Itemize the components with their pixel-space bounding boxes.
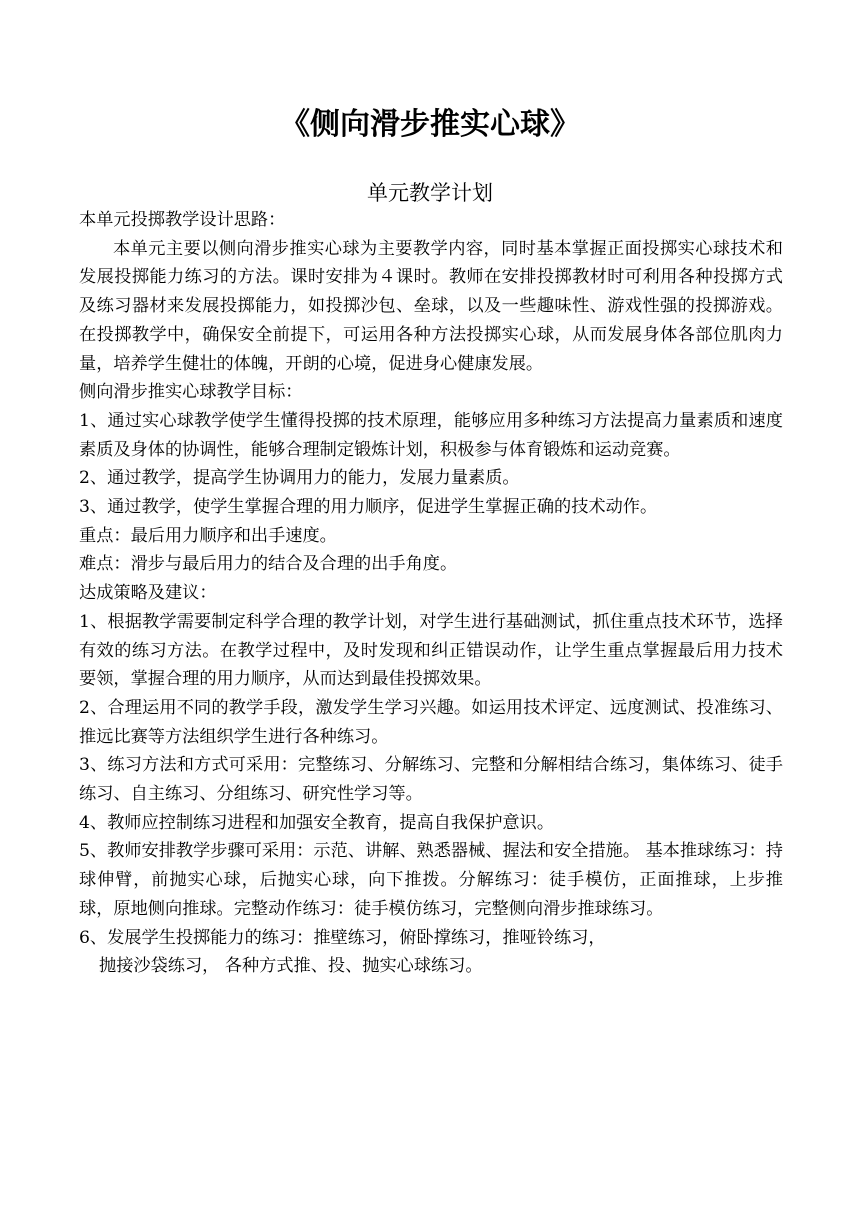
strategy-item-5: 5、教师安排教学步骤可采用：示范、讲解、熟悉器械、握法和安全措施。 基本推球练习：持球伸臂，前抛实心球，后抛实心球，向下推拨。分解练习：徒手模仿，正面推球，上步推球，原地侧向推球。完整动作练习：徒手模仿练习，完整侧向滑步推球练习。 [79,841,783,919]
paragraph-design: 本单元主要以侧向滑步推实心球为主要教学内容，同时基本掌握正面投掷实心球技术和发展投掷能力练习的方法。课时安排为４课时。教师在安排投掷教材时可利用各种投掷方式及练习器材来发展投掷能力，如投掷沙包、垒球，以及一些趣味性、游戏性强的投掷游戏。在投掷教学中，确保安全前提下，可运用各种方法投掷实心球，从而发展身体各部位肌肉力量，培养学生健壮的体魄，开朗的心境，促进身心健康发展。 [79,238,783,374]
strategy-item-4: 4、教师应控制练习进程和加强安全教育，提高自我保护意识。 [79,812,555,833]
strategy-item-6-continued: 抛接沙袋练习， 各种方式推、投、抛实心球练习。 [99,956,483,977]
key-point: 重点：最后用力顺序和出手速度。 [79,525,337,546]
goal-item-2: 2、通过教学，提高学生协调用力的能力，发展力量素质。 [79,468,520,489]
strategy-item-6: 6、发展学生投掷能力的练习：推壁练习，俯卧撑练习，推哑铃练习， [79,927,606,948]
strategy-item-1: 1、根据教学需要制定科学合理的教学计划，对学生进行基础测试，抓住重点技术环节，选择有效的练习方法。在教学过程中，及时发现和纠正错误动作，让学生重点掌握最后用力技术要领，掌握合理的用力顺序，从而达到最佳投掷效果。 [79,611,783,690]
strategy-item-2: 2、合理运用不同的教学手段，激发学生学习兴趣。如运用技术评定、远度测试、投准练习、推远比赛等方法组织学生进行各种练习。 [79,697,783,747]
goal-item-3: 3、通过教学，使学生掌握合理的用力顺序，促进学生掌握正确的技术动作。 [79,497,658,518]
section-heading-strategy: 达成策略及建议： [79,583,217,604]
document-title: 《侧向滑步推实心球》 [280,107,580,142]
document-body [79,206,783,981]
section-heading-goals: 侧向滑步推实心球教学目标： [79,382,303,403]
document-subtitle: 单元教学计划 [367,181,493,205]
goal-item-1: 1、通过实心球教学使学生懂得投掷的技术原理，能够应用多种练习方法提高力量素质和速度素质及身体的协调性，能够合理制定锻炼计划，积极参与体育锻炼和运动竞赛。 [79,410,783,460]
section-heading-design: 本单元投掷教学设计思路： [79,210,286,230]
strategy-item-3: 3、练习方法和方式可采用：完整练习、分解练习、完整和分解相结合练习，集体练习、徒手练习、自主练习、分组练习、研究性学习等。 [79,755,783,805]
difficult-point: 难点：滑步与最后用力的结合及合理的出手角度。 [79,554,458,575]
